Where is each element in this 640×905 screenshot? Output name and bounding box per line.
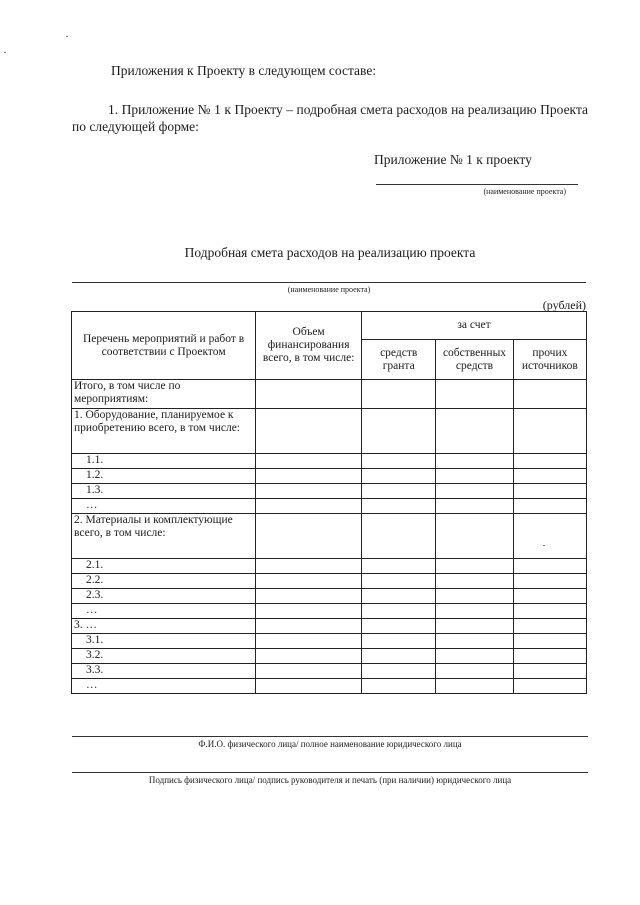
row-label: 1.1. [86, 454, 104, 466]
cell-own [436, 604, 513, 619]
appendices-heading: Приложения к Проекту в следующем составе: [111, 63, 377, 78]
cell-other [513, 619, 586, 634]
row-label: 2.2. [86, 574, 104, 586]
row-label: 3.2. [86, 649, 104, 661]
cell-other [513, 679, 586, 694]
signature-caption: Подпись физического лица/ подпись руководителя и печать (при наличии) юридического лица [148, 775, 512, 785]
row-label: … [86, 499, 98, 511]
table-row [72, 380, 587, 409]
row-label: 2.1. [86, 559, 104, 571]
row-label: 3.3. [86, 664, 104, 676]
cell-own [436, 574, 513, 589]
table-row [72, 454, 587, 469]
header-grant: средств гранта [362, 340, 436, 380]
cell-grant [362, 679, 436, 694]
estimate-title: Подробная смета расходов на реализацию проекта [184, 245, 476, 260]
cell-grant [362, 649, 436, 664]
cell-other [513, 589, 586, 604]
cell-grant [362, 604, 436, 619]
cell-grant [362, 380, 436, 409]
cell-volume [256, 604, 362, 619]
cell-grant [362, 469, 436, 484]
header-other-sources: прочих источников [513, 340, 586, 380]
cell-grant [362, 664, 436, 679]
cell-grant [362, 484, 436, 499]
row-label: Итого, в том числе по мероприятиям: [72, 380, 256, 409]
table-row [72, 484, 587, 499]
table-row [72, 559, 587, 574]
cell-volume [256, 380, 362, 409]
cell-other [513, 574, 586, 589]
header-own-funds: собственных средств [436, 340, 513, 380]
cell-volume [256, 409, 362, 454]
table-row [72, 589, 587, 604]
cell-own [436, 559, 513, 574]
cell-volume [256, 484, 362, 499]
cell-volume [256, 574, 362, 589]
cell-own [436, 454, 513, 469]
cell-other [513, 664, 586, 679]
name-caption: Ф.И.О. физического лица/ полное наименование юридического лица [198, 739, 462, 749]
header-volume: Объем финансирования всего, в том числе: [256, 312, 362, 380]
table-row [72, 469, 587, 484]
cell-own [436, 634, 513, 649]
scan-speck [4, 52, 6, 53]
cell-own [436, 514, 513, 559]
project-name-line [376, 184, 578, 185]
row-label: 3. … [72, 619, 256, 634]
table-row [72, 649, 587, 664]
cell-other [513, 649, 586, 664]
cell-grant [362, 589, 436, 604]
row-label: 2.3. [86, 589, 104, 601]
cell-volume [256, 619, 362, 634]
cell-grant [362, 499, 436, 514]
cell-own [436, 679, 513, 694]
cell-volume [256, 499, 362, 514]
row-label: … [86, 679, 98, 691]
cell-volume [256, 469, 362, 484]
cell-volume [256, 514, 362, 559]
table-row [72, 634, 587, 649]
cell-other [513, 454, 586, 469]
cell-own [436, 380, 513, 409]
row-label: … [86, 604, 98, 616]
table-row [72, 619, 587, 634]
cell-volume [256, 664, 362, 679]
appendix-title: Приложение № 1 к проекту [374, 152, 532, 167]
cell-grant [362, 454, 436, 469]
cell-other [513, 409, 586, 454]
cell-grant [362, 409, 436, 454]
cell-volume [256, 454, 362, 469]
name-signature-line [72, 736, 588, 737]
signature-line [72, 772, 588, 773]
table-row [72, 409, 587, 454]
table-row [72, 679, 587, 694]
project-name-caption: (наименование проекта) [483, 187, 566, 196]
cell-own [436, 619, 513, 634]
table-row [72, 664, 587, 679]
header-funding-sources: за счет [362, 312, 587, 340]
cell-grant [362, 574, 436, 589]
row-label: 2. Материалы и комплектующие всего, в том числе: [72, 514, 256, 559]
header-activities: Перечень мероприятий и работ в соответствии с Проектом [72, 312, 256, 380]
cell-grant [362, 514, 436, 559]
cell-volume [256, 559, 362, 574]
row-label: 1.2. [86, 469, 104, 481]
row-label: 1.3. [86, 484, 104, 496]
estimate-project-caption: (наименование проекта) [287, 285, 371, 294]
cell-other [513, 484, 586, 499]
cell-own [436, 484, 513, 499]
cell-other [513, 514, 586, 559]
scan-speck [66, 36, 68, 37]
cell-own [436, 469, 513, 484]
cell-other [513, 559, 586, 574]
cell-own [436, 589, 513, 604]
table-row [72, 604, 587, 619]
row-label: 3.1. [86, 634, 104, 646]
cell-volume [256, 589, 362, 604]
table-row [72, 499, 587, 514]
cell-own [436, 664, 513, 679]
cell-grant [362, 559, 436, 574]
cell-volume [256, 634, 362, 649]
cell-other [513, 499, 586, 514]
currency-units: (рублей) [542, 298, 586, 312]
estimate-project-line [72, 282, 586, 283]
cell-other [513, 380, 586, 409]
cell-own [436, 499, 513, 514]
table-row [72, 514, 587, 559]
cell-volume [256, 649, 362, 664]
cell-volume [256, 679, 362, 694]
cell-other [513, 469, 586, 484]
appendix-description: 1. Приложение № 1 к Проекту – подробная смета расходов на реализацию Проекта по следующей форме: [72, 102, 588, 134]
row-label: 1. Оборудование, планируемое к приобретению всего, в том числе: [72, 409, 256, 454]
scan-speck [543, 545, 545, 546]
cell-other [513, 604, 586, 619]
cell-grant [362, 634, 436, 649]
cell-other [513, 634, 586, 649]
cell-own [436, 409, 513, 454]
cell-own [436, 649, 513, 664]
table-row [72, 574, 587, 589]
cell-grant [362, 619, 436, 634]
budget-table [71, 311, 587, 694]
